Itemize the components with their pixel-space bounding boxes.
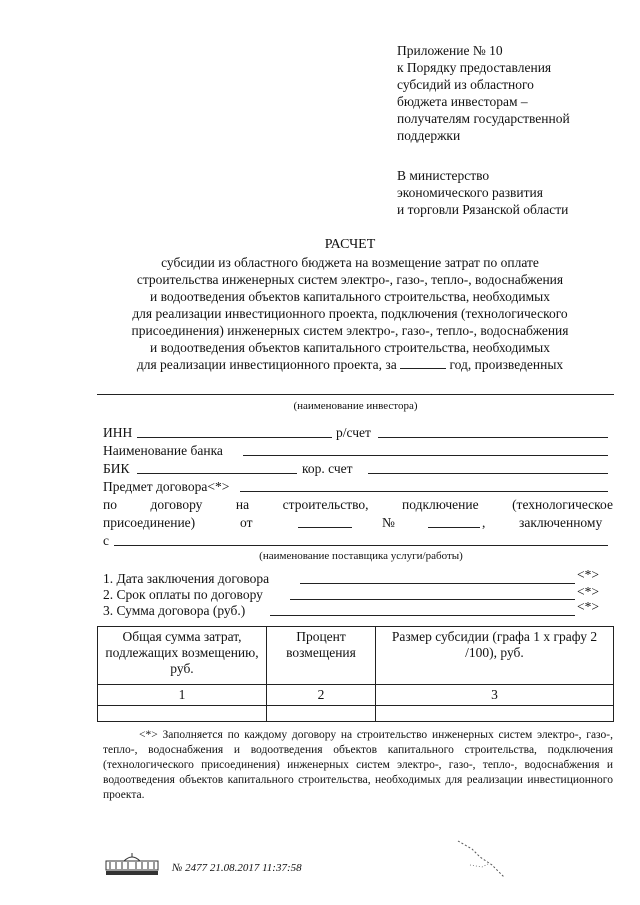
subsidy-table — [97, 626, 614, 722]
contract-subject-label: Предмет договора<*> — [103, 479, 230, 494]
item-mark: <*> — [577, 599, 599, 614]
addressee-line: В министерство — [397, 168, 490, 183]
with-label: с — [103, 533, 109, 548]
connection-label: присоединение) — [103, 515, 196, 530]
appendix-line: субсидий из областного — [397, 77, 534, 92]
bank-name-label: Наименование банка — [103, 443, 223, 458]
appendix-line: получателям государственной — [397, 111, 570, 126]
item-contract-date-field[interactable] — [300, 583, 575, 584]
table-number-cell: 3 — [376, 685, 614, 706]
table-row — [98, 706, 614, 722]
year-blank[interactable] — [400, 356, 446, 369]
subtitle-line: присоединения) инженерных систем электро-, газо-, тепло-, водоснабжения — [131, 323, 569, 338]
subtitle-line: и водоотведения объектов капитального строительства, необходимых — [150, 340, 550, 355]
account-label: р/счет — [336, 425, 371, 440]
appendix-line: поддержки — [397, 128, 461, 143]
signature-mark — [452, 835, 512, 880]
subtitle-block — [0, 254, 640, 373]
item-contract-sum-label: 3. Сумма договора (руб.) — [103, 603, 246, 618]
comma: , — [482, 515, 486, 530]
bik-field[interactable] — [137, 473, 297, 474]
subtitle-line: для реализации инвестиционного проекта, подключения (технологического — [132, 306, 568, 321]
subtitle-line: строительства инженерных систем электро-, газо-, тепло-, водоснабжения — [136, 272, 564, 287]
number-label: № — [382, 515, 395, 530]
item-mark: <*> — [577, 584, 599, 599]
contract-date-field[interactable] — [298, 527, 352, 528]
appendix-line: к Порядку предоставления — [397, 60, 552, 75]
table-cell[interactable] — [376, 706, 614, 722]
table-cell[interactable] — [98, 706, 267, 722]
item-payment-term-label: 2. Срок оплаты по договору — [103, 587, 263, 602]
appendix-line: бюджета инвесторам – — [397, 94, 528, 109]
item-contract-date-label: 1. Дата заключения договора — [103, 571, 270, 586]
subtitle-line-period — [0, 356, 640, 373]
table-number-cell: 2 — [267, 685, 376, 706]
bik-label: БИК — [103, 461, 130, 476]
document-title: РАСЧЕТ — [324, 237, 376, 252]
registration-stamp: № 2477 21.08.2017 11:37:58 — [172, 862, 302, 874]
contract-number-field[interactable] — [428, 527, 480, 528]
subtitle-text: для реализации инвестиционного проекта, за — [136, 357, 397, 372]
addressee-line: и торговли Рязанской области — [397, 202, 569, 217]
supplier-caption: (наименование поставщика услуги/работы) — [259, 550, 463, 562]
corr-account-field[interactable] — [368, 473, 608, 474]
appendix-block — [397, 42, 570, 144]
contract-word: (технологическое — [512, 497, 613, 512]
contract-word: на — [235, 497, 250, 512]
addressee-block — [397, 167, 568, 218]
contract-word: подключение — [402, 497, 479, 512]
table-header-cell: Общая сумма затрат, подлежащих возмещению, руб. — [98, 627, 267, 685]
inn-field[interactable] — [137, 437, 332, 438]
table-cell[interactable] — [267, 706, 376, 722]
supplier-field[interactable] — [114, 545, 608, 546]
contract-word: строительство, — [282, 497, 369, 512]
from-label: от — [240, 515, 253, 530]
table-header-cell: Размер субсидии (графа 1 х графу 2 /100), руб. — [376, 627, 614, 685]
concluded-label: заключенному — [519, 515, 603, 530]
contract-word: договору — [150, 497, 203, 512]
addressee-line: экономического развития — [397, 185, 543, 200]
account-field[interactable] — [378, 437, 608, 438]
registry-logo — [104, 852, 160, 876]
item-payment-term-field[interactable] — [290, 599, 575, 600]
inn-label: ИНН — [103, 425, 133, 440]
table-header-cell: Процент возмещения — [267, 627, 376, 685]
appendix-line: Приложение № 10 — [397, 43, 503, 58]
investor-name-line[interactable] — [97, 394, 614, 395]
table-number-row — [98, 685, 614, 706]
contract-line — [103, 496, 613, 513]
contract-word: по — [103, 497, 117, 512]
contract-subject-field[interactable] — [240, 491, 608, 492]
footnote: <*> Заполняется по каждому договору на строительство инженерных систем электро-, газо-, тепло-, водоснабжения и водоотведения объектов капитального строительства, подключения (технологического присоединения) инженерных систем электро-, газо-, тепло-, водоснабжения и водоотведения объектов капитального строительства, необходимых для реализации инвестиционного проекта. — [103, 729, 613, 801]
corr-account-label: кор. счет — [302, 461, 353, 476]
subtitle-line: и водоотведения объектов капитального строительства, необходимых — [150, 289, 550, 304]
item-mark: <*> — [577, 567, 599, 582]
investor-caption: (наименование инвестора) — [293, 400, 418, 412]
item-contract-sum-field[interactable] — [270, 615, 575, 616]
table-number-cell: 1 — [98, 685, 267, 706]
subtitle-text: год, произведенных — [449, 357, 564, 372]
table-header-row — [98, 627, 614, 685]
bank-name-field[interactable] — [243, 455, 608, 456]
subtitle-line: субсидии из областного бюджета на возмещение затрат по оплате — [161, 255, 539, 270]
